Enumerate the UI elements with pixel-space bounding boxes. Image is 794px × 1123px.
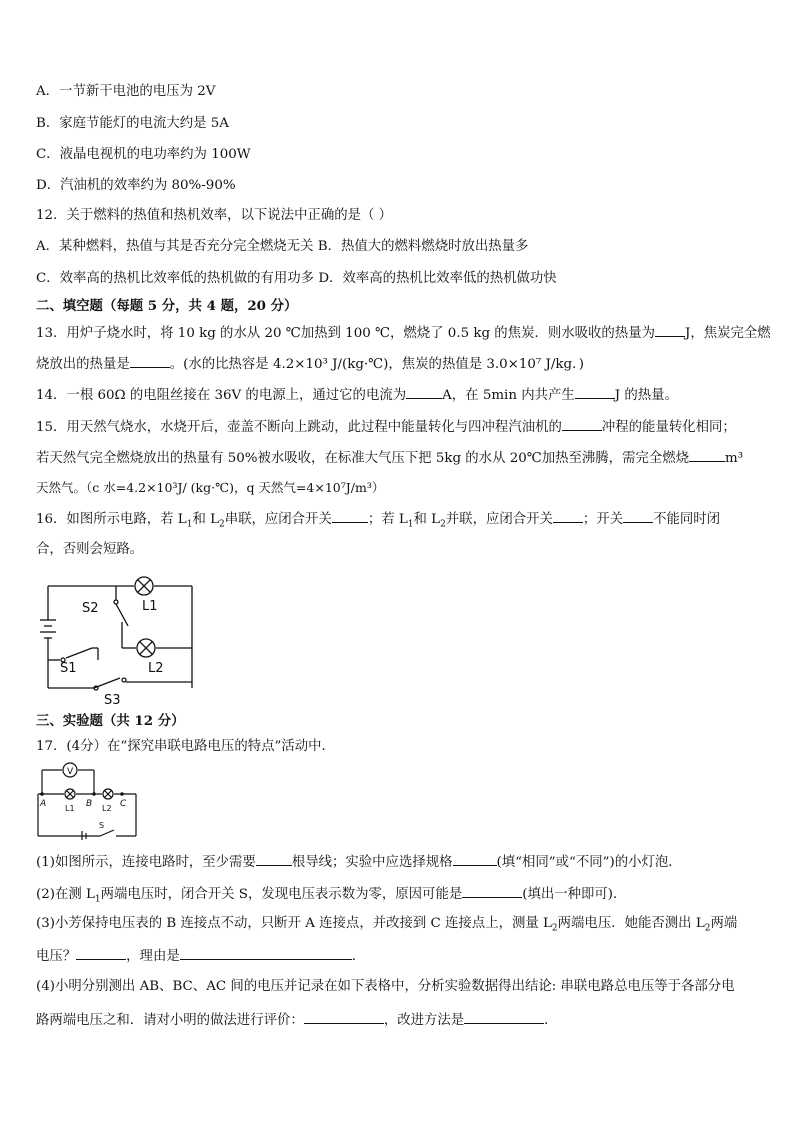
q14-text: A，在 5min 内共产生 [442,388,575,403]
q16-text: ；开关 [582,512,624,527]
answer-blank[interactable] [689,448,725,462]
q17-text: ，改进方法是 [383,1013,465,1028]
q17-part1 [36,852,682,872]
q17-text: 两端电压．她能否测出 L [557,916,705,931]
answer-blank[interactable] [332,509,368,523]
q17-text: (填出一种即可)． [522,887,627,902]
q17-stem: 17．(4分）在“探究串联电路电压的特点”活动中． [36,739,335,754]
q16-text: 和 L [192,512,219,527]
q17-text: 电压？ [36,949,77,964]
answer-blank[interactable] [256,852,292,866]
q17-text: 根导线；实验中应选择规格 [291,855,453,870]
q15-text: 15．用天然气烧水，水烧开后，壶盖不断向上跳动，此过程中能量转化与四冲程汽油机的 [36,420,562,435]
subscript: 2 [704,923,711,934]
q16-text: ；若 L [367,512,408,527]
q17-part3-line1 [36,915,737,933]
answer-blank[interactable] [562,417,602,431]
answer-blank[interactable] [130,354,170,368]
q15-line1 [36,417,736,437]
q17-part3-line2 [36,946,365,966]
q13-line1 [36,323,771,343]
label-l1: L1 [65,804,75,813]
q17-text: ． [544,1013,558,1028]
q14-text: 14．一根 60Ω 的电阻丝接在 36V 的电源上，通过它的电流为 [36,388,407,403]
q17-part2 [36,884,626,904]
q15-text: m³ [725,451,744,466]
answer-blank[interactable] [304,1010,384,1024]
q12-options-ab: A．某种燃料，热值与其是否充分完全燃烧无关 B．热值大的燃料燃烧时放出热量多 [36,239,529,254]
q16-text: 16．如图所示电路，若 L [36,512,187,527]
answer-blank[interactable] [180,946,352,960]
q17-text: 两端 [710,916,738,931]
label-point-a: A [40,799,47,809]
label-voltmeter: V [67,767,74,777]
q11-option-c: C．液晶电视机的电功率约为 100W [36,147,251,162]
label-s3: S3 [104,693,121,706]
section-experiment-heading: 三、实验题（共 12 分） [36,713,185,729]
answer-blank[interactable] [623,509,653,523]
q15-text: 冲程的能量转化相同； [601,420,736,435]
answer-blank[interactable] [462,884,522,898]
q11-option-d: D．汽油机的效率约为 80%-90% [36,178,236,193]
answer-blank[interactable] [553,509,583,523]
q16-text: 串联，应闭合开关 [224,512,332,527]
q17-text: ，理由是 [126,949,180,964]
answer-blank[interactable] [453,852,497,866]
q16-circuit-diagram [36,570,200,706]
label-switch-s: S [99,821,105,830]
q14-text: J 的热量。 [614,388,678,403]
q17-text: (2)在测 L [36,887,95,902]
subscript: 2 [440,519,446,530]
q17-circuit-diagram [36,762,140,840]
answer-blank[interactable] [406,385,442,399]
label-l2: L2 [102,804,112,813]
q13-line2 [36,354,584,374]
label-point-b: B [86,799,93,809]
q17-text: 两端电压时，闭合开关 S，发现电压表示数为零，原因可能是 [100,887,463,902]
q16-text: 和 L [413,512,441,527]
q13-text: 烧放出的热量是 [36,357,130,372]
label-l2: L2 [148,661,164,676]
subscript: 2 [551,923,558,934]
q15-text: 若天然气完全燃烧放出的热量有 50%被水吸收，在标准大气压下把 5kg 的水从 20℃加热至沸腾，需完全燃烧 [36,451,690,466]
subscript: 1 [407,519,414,530]
q17-text: (填“相同”或“不同”)的小灯泡． [496,855,682,870]
subscript: 1 [186,519,193,530]
q17-text: (3)小芳保持电压表的 B 连接点不动，只断开 A 连接点，并改接到 C 连接点上，测量 L [36,916,552,931]
q12-options-cd: C．效率高的热机比效率低的热机做的有用功多 D．效率高的热机比效率低的热机做功快 [36,271,557,286]
q17-text: (1)如图所示，连接电路时，至少需要 [36,855,256,870]
q13-text: 。(水的比热容是 4.2×10³ J/(kg·℃)，焦炭的热值是 3.0×10⁷ J/kg．) [169,357,585,372]
q17-part4-line2 [36,1010,558,1030]
label-s1: S1 [60,661,77,676]
label-point-c: C [120,799,127,809]
q15-line2 [36,448,743,468]
q11-option-b: B．家庭节能灯的电流大约是 5A [36,116,229,131]
answer-blank[interactable] [575,385,615,399]
q11-option-a: A．一节新干电池的电压为 2V [36,84,216,99]
label-l1: L1 [142,599,158,614]
q17-part4-line1: (4)小明分别测出 AB、BC、AC 间的电压并记录在如下表格中，分析实验数据得出结论: 串联电路总电压等于各部分电 [36,979,735,994]
q17-text: ． [351,949,366,964]
q16-text: 并联，应闭合开关 [445,512,553,527]
subscript: 1 [94,894,101,905]
q15-line3: 天然气。（c 水=4.2×10³J/ (kg·℃)，q 天然气=4×10⁷J/m³） [36,480,385,495]
q13-text: J，焦炭完全燃 [684,326,771,341]
answer-blank[interactable] [464,1010,544,1024]
q16-line1 [36,509,720,529]
q14-line [36,385,678,405]
q13-text: 13．用炉子烧水时，将 10 kg 的水从 20 ℃加热到 100 ℃，燃烧了 0.5 kg 的焦炭．则水吸收的热量为 [36,326,655,341]
answer-blank[interactable] [76,946,126,960]
q16-line2: 合，否则会短路。 [36,542,144,557]
q16-text: 不能同时闭 [653,512,721,527]
subscript: 2 [218,519,225,530]
q12-stem: 12．关于燃料的热值和热机效率，以下说法中正确的是（ ） [36,208,393,223]
section-fill-in-heading: 二、填空题（每题 5 分，共 4 题，20 分） [36,298,298,314]
label-s2: S2 [82,601,99,616]
q17-text: 路两端电压之和．请对小明的做法进行评价： [36,1013,304,1028]
answer-blank[interactable] [655,323,685,337]
